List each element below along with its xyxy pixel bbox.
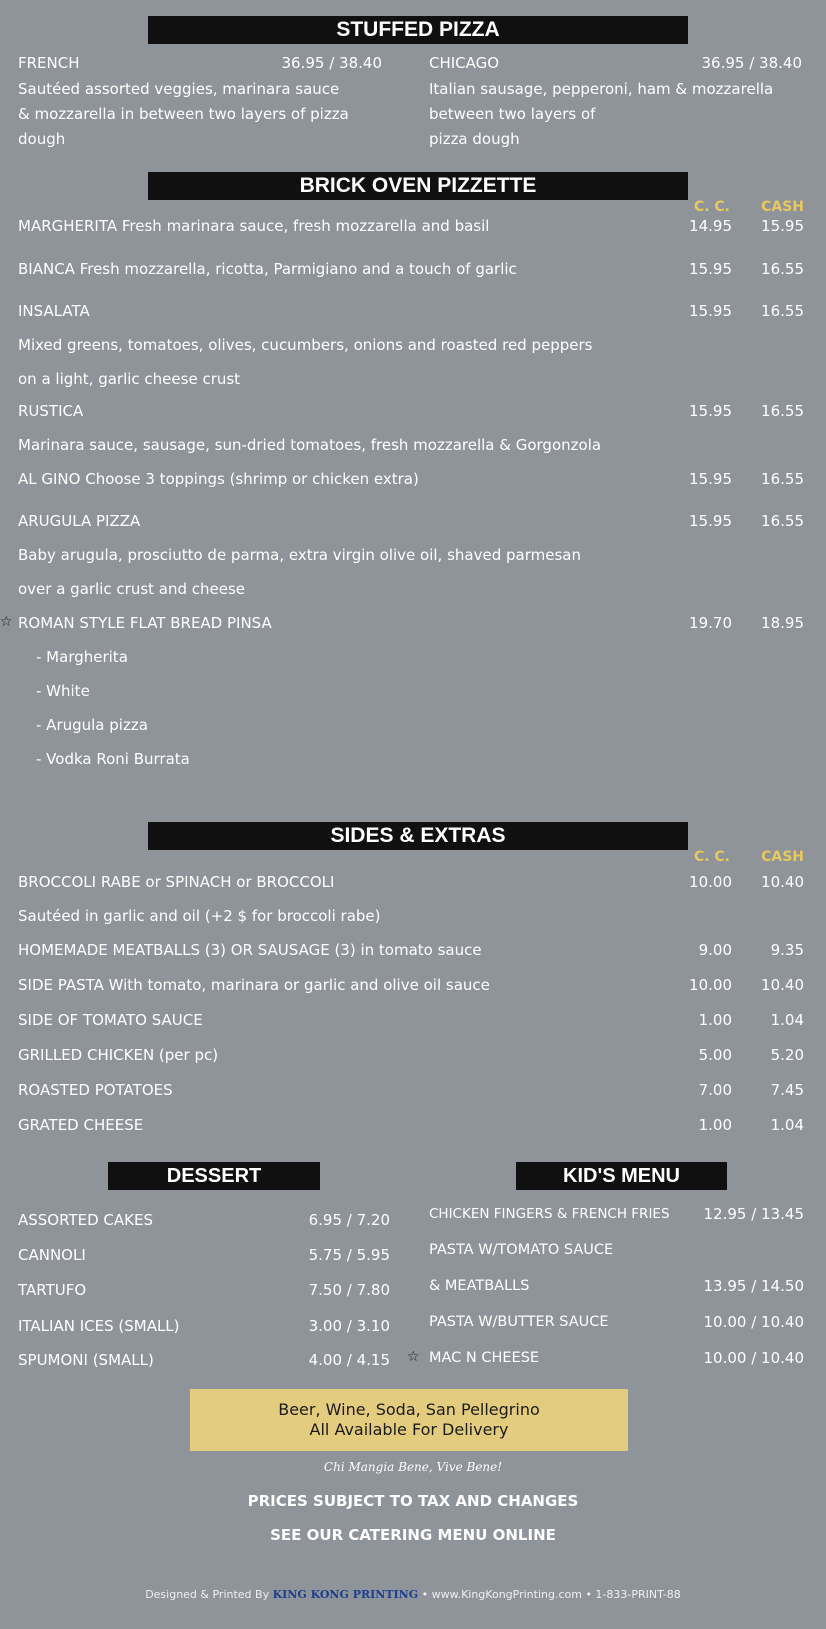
price-cc: 10.00: [689, 976, 732, 994]
pizzette-row-text: - Arugula pizza: [36, 716, 148, 734]
dessert-item-price: 4.00 / 4.15: [308, 1351, 390, 1369]
promo-line-1: Beer, Wine, Soda, San Pellegrino: [278, 1400, 540, 1419]
cash-column-header: CASH: [761, 199, 804, 215]
dessert-item-name: ITALIAN ICES (SMALL): [18, 1317, 180, 1335]
dessert-header: DESSERT: [108, 1162, 320, 1190]
prices-notice: PRICES SUBJECT TO TAX AND CHANGES: [247, 1492, 579, 1510]
cash-column-header: CASH: [761, 849, 804, 865]
pizzette-row-text: ARUGULA PIZZA: [18, 512, 141, 530]
dessert-item-price: 7.50 / 7.80: [308, 1281, 390, 1299]
cc-column-header: C. C.: [693, 199, 730, 215]
price-cash: 10.40: [761, 976, 804, 994]
pizzette-row-text: INSALATA: [18, 302, 90, 320]
sides-row-text: Sautéed in garlic and oil (+2 $ for broccoli rabe): [18, 907, 381, 925]
sides-row-text: SIDE PASTA With tomato, marinara or garlic and olive oil sauce: [18, 976, 490, 994]
dessert-item-price: 3.00 / 3.10: [308, 1317, 390, 1335]
pizzette-row-text: MARGHERITA Fresh marinara sauce, fresh mozzarella and basil: [18, 217, 490, 235]
kids-item-name: PASTA W/TOMATO SAUCE: [429, 1242, 614, 1258]
item-desc-line: & mozzarella in between two layers of pizza: [18, 105, 349, 123]
pizzette-row-text: BIANCA Fresh mozzarella, ricotta, Parmigiano and a touch of garlic: [18, 260, 517, 278]
item-price: 36.95 / 38.40: [281, 54, 382, 72]
sides-row-text: HOMEMADE MEATBALLS (3) OR SAUSAGE (3) in tomato sauce: [18, 941, 482, 959]
sides-row-text: GRILLED CHICKEN (per pc): [18, 1046, 219, 1064]
sides-row-text: ROASTED POTATOES: [18, 1081, 173, 1099]
delivery-promo-box: [190, 1389, 628, 1451]
pizzette-row-text: Marinara sauce, sausage, sun-dried tomatoes, fresh mozzarella & Gorgonzola: [18, 436, 602, 454]
price-cash: 5.20: [770, 1046, 804, 1064]
pizzette-row-text: ROMAN STYLE FLAT BREAD PINSA: [18, 614, 272, 632]
printer-credit: [0, 1588, 826, 1601]
pizzette-row-text: Mixed greens, tomatoes, olives, cucumbers, onions and roasted red peppers: [18, 336, 593, 354]
item-desc-line: Italian sausage, pepperoni, ham & mozzarella: [429, 80, 774, 98]
pizzette-row-text: RUSTICA: [18, 402, 84, 420]
price-cash: 15.95: [761, 217, 804, 235]
price-cash: 16.55: [761, 302, 804, 320]
dessert-item-name: CANNOLI: [18, 1246, 86, 1264]
pizzette-row-text: - Vodka Roni Burrata: [36, 750, 190, 768]
price-cash: 1.04: [770, 1011, 804, 1029]
dessert-item-price: 6.95 / 7.20: [308, 1211, 390, 1229]
star-icon: ☆: [407, 1349, 420, 1365]
item-name: FRENCH: [18, 54, 80, 72]
price-cash: 1.04: [770, 1116, 804, 1134]
kids-item-price: 10.00 / 10.40: [703, 1313, 804, 1331]
price-cash: 18.95: [761, 614, 804, 632]
sides-row-text: SIDE OF TOMATO SAUCE: [18, 1011, 203, 1029]
kids-menu-header: KID'S MENU: [516, 1162, 727, 1190]
price-cc: 15.95: [689, 402, 732, 420]
kids-item-name: CHICKEN FINGERS & FRENCH FRIES: [429, 1206, 670, 1222]
item-desc-line: dough: [18, 130, 66, 148]
price-cc: 15.95: [689, 302, 732, 320]
sides-header: SIDES & EXTRAS: [148, 822, 688, 850]
star-icon: ☆: [0, 614, 13, 630]
price-cc: 15.95: [689, 470, 732, 488]
kids-item-name: & MEATBALLS: [429, 1278, 530, 1294]
price-cc: 9.00: [698, 941, 732, 959]
motto: Chi Mangia Bene, Vive Bene!: [323, 1460, 503, 1474]
item-desc-line: pizza dough: [429, 130, 520, 148]
price-cc: 1.00: [698, 1116, 732, 1134]
dessert-item-name: ASSORTED CAKES: [18, 1211, 153, 1229]
credit-brand: KING KONG PRINTING: [272, 1588, 419, 1601]
pizzette-row-text: - White: [36, 682, 90, 700]
price-cc: 15.95: [689, 260, 732, 278]
pizzette-row-text: - Margherita: [36, 648, 128, 666]
price-cash: 16.55: [761, 512, 804, 530]
kids-item-name: MAC N CHEESE: [429, 1350, 540, 1366]
promo-line-2: All Available For Delivery: [309, 1420, 509, 1439]
pizzette-header: BRICK OVEN PIZZETTE: [148, 172, 688, 200]
item-price: 36.95 / 38.40: [701, 54, 802, 72]
cc-column-header: C. C.: [693, 849, 730, 865]
pizzette-row-text: Baby arugula, prosciutto de parma, extra virgin olive oil, shaved parmesan: [18, 546, 581, 564]
kids-item-price: 12.95 / 13.45: [703, 1205, 804, 1223]
item-name: CHICAGO: [429, 54, 500, 72]
pizzette-row-text: on a light, garlic cheese crust: [18, 370, 241, 388]
credit-prefix: Designed & Printed By: [145, 1588, 270, 1601]
price-cash: 9.35: [770, 941, 804, 959]
dessert-item-price: 5.75 / 5.95: [308, 1246, 390, 1264]
dessert-item-name: TARTUFO: [18, 1281, 87, 1299]
price-cash: 16.55: [761, 470, 804, 488]
price-cash: 16.55: [761, 260, 804, 278]
stuffed-pizza-header: STUFFED PIZZA: [148, 16, 688, 44]
price-cc: 14.95: [689, 217, 732, 235]
sides-row-text: GRATED CHEESE: [18, 1116, 144, 1134]
kids-item-price: 13.95 / 14.50: [703, 1277, 804, 1295]
item-desc-line: Sautéed assorted veggies, marinara sauce: [18, 80, 340, 98]
credit-suffix: • www.KingKongPrinting.com • 1-833-PRINT-88: [421, 1588, 681, 1601]
price-cc: 1.00: [698, 1011, 732, 1029]
dessert-item-name: SPUMONI (SMALL): [18, 1351, 154, 1369]
kids-item-name: PASTA W/BUTTER SAUCE: [429, 1314, 609, 1330]
pizzette-row-text: over a garlic crust and cheese: [18, 580, 246, 598]
kids-item-price: 10.00 / 10.40: [703, 1349, 804, 1367]
pizzette-row-text: AL GINO Choose 3 toppings (shrimp or chicken extra): [18, 470, 419, 488]
price-cc: 15.95: [689, 512, 732, 530]
price-cc: 19.70: [689, 614, 732, 632]
price-cash: 10.40: [761, 873, 804, 891]
price-cc: 5.00: [698, 1046, 732, 1064]
sides-row-text: BROCCOLI RABE or SPINACH or BROCCOLI: [18, 873, 335, 891]
price-cash: 7.45: [770, 1081, 804, 1099]
price-cash: 16.55: [761, 402, 804, 420]
price-cc: 7.00: [698, 1081, 732, 1099]
catering-notice: SEE OUR CATERING MENU ONLINE: [270, 1526, 556, 1544]
item-desc-line: between two layers of: [429, 105, 596, 123]
price-cc: 10.00: [689, 873, 732, 891]
